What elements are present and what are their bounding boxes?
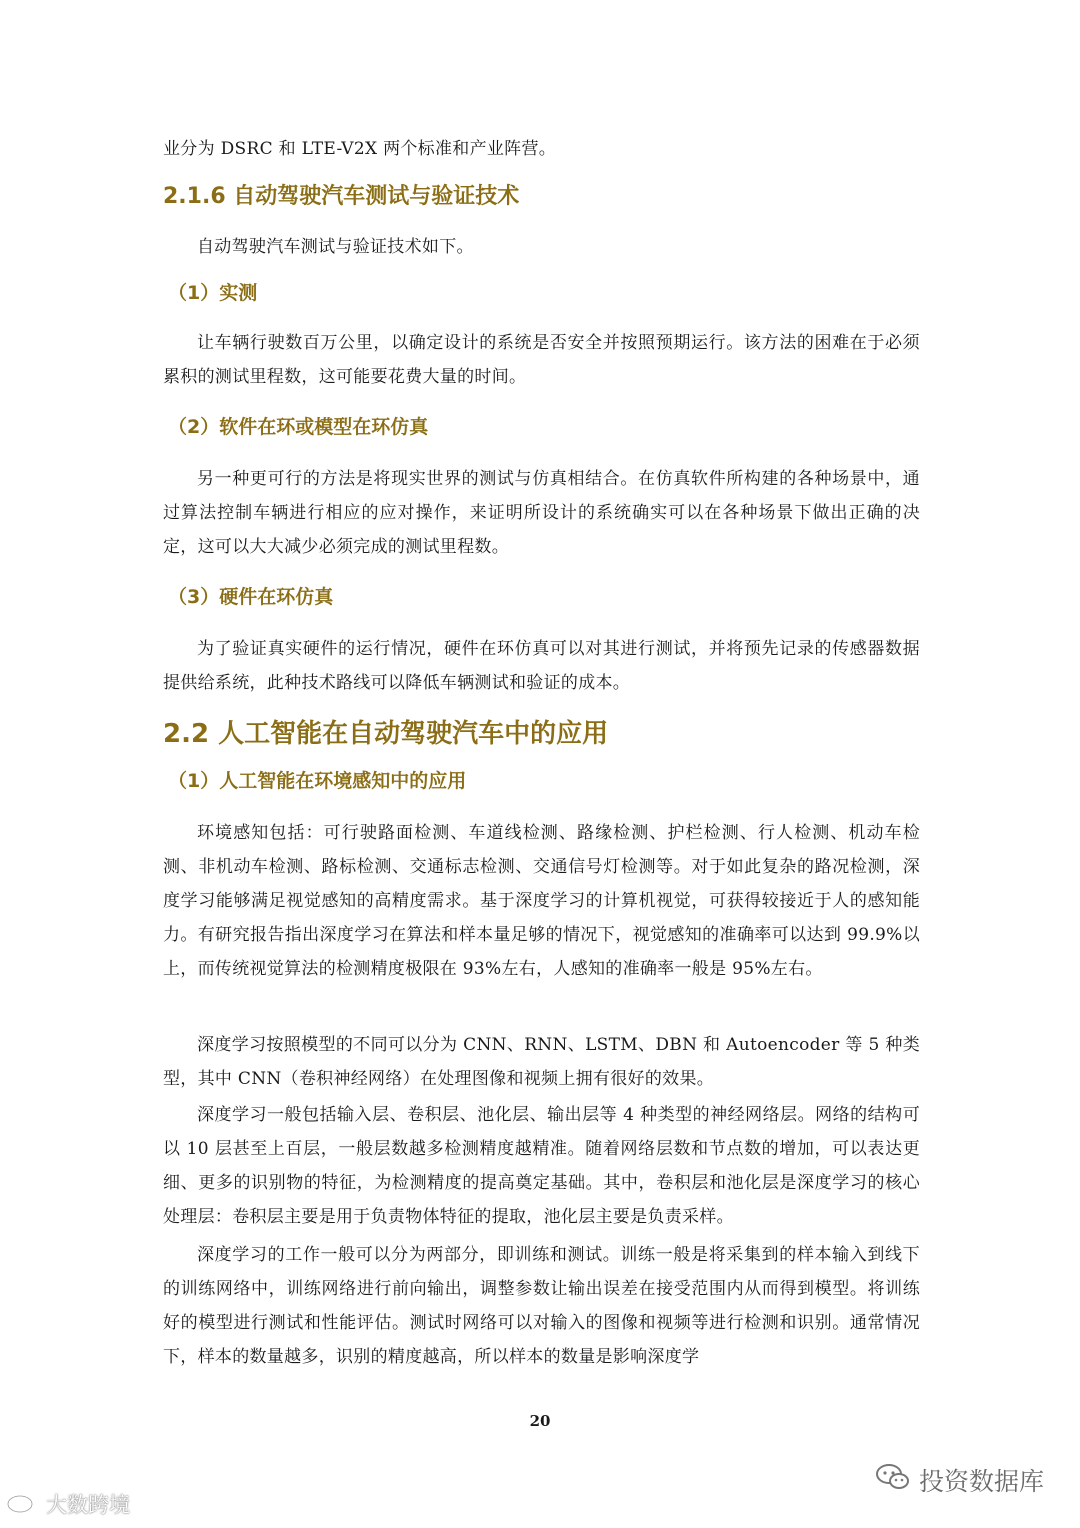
subheading-real-test: （1）实测 bbox=[168, 282, 258, 304]
paragraph-training-testing: 深度学习的工作一般可以分为两部分，即训练和测试。训练一般是将采集到的样本输入到线下的训练网络中，训练网络进行前向输出，调整参数让输出误差在接受范围内从而得到模型。将训练好的模型进行测试和性能评估。测试时网络可以对输入的图像和视频等进行检测和识别。通常情况下，样本的数量越多，识别的精度越高，所以样本的数量是影响深度学 bbox=[163, 1245, 920, 1367]
paragraph-sil-mil: 另一种更可行的方法是将现实世界的测试与仿真相结合。在仿真软件所构建的各种场景中，通过算法控制车辆进行相应的应对操作，来证明所设计的系统确实可以在各种场景下做出正确的决定，这可以大大减少必须完成的测试里程数。 bbox=[163, 469, 920, 557]
paragraph-network-layers: 深度学习一般包括输入层、卷积层、池化层、输出层等 4 种类型的神经网络层。网络的结构可以 10 层甚至上百层，一般层数越多检测精度越精准。随着网络层数和节点数的增加，可以表达更细、更多的识别物的特征，为检测精度的提高奠定基础。其中，卷积层和池化层是深度学习的核心处理层：卷积层主要是用于负责物体特征的提取，池化层主要是负责采样。 bbox=[163, 1105, 920, 1227]
section-heading-2-2: 2.2 人工智能在自动驾驶汽车中的应用 bbox=[163, 719, 609, 749]
paragraph-continued: 业分为 DSRC 和 LTE-V2X 两个标准和产业阵营。 bbox=[163, 139, 557, 159]
subheading-perception: （1）人工智能在环境感知中的应用 bbox=[168, 770, 467, 792]
watermark-right bbox=[875, 1462, 1044, 1498]
watermark-left bbox=[6, 1488, 130, 1519]
watermark-right-text: 投资数据库 bbox=[918, 1467, 1044, 1496]
paragraph-intro: 自动驾驶汽车测试与验证技术如下。 bbox=[197, 237, 474, 257]
paragraph-real-test: 让车辆行驶数百万公里，以确定设计的系统是否安全并按照预期运行。该方法的困难在于必须累积的测试里程数，这可能要花费大量的时间。 bbox=[163, 333, 920, 387]
paragraph-model-types: 深度学习按照模型的不同可以分为 CNN、RNN、LSTM、DBN 和 Autoencoder 等 5 种类型，其中 CNN（卷积神经网络）在处理图像和视频上拥有很好的效果。 bbox=[163, 1035, 920, 1089]
subheading-hil: （3）硬件在环仿真 bbox=[168, 586, 334, 608]
page-number: 20 bbox=[529, 1412, 551, 1430]
paragraph-perception: 环境感知包括：可行驶路面检测、车道线检测、路缘检测、护栏检测、行人检测、机动车检测、非机动车检测、路标检测、交通标志检测、交通信号灯检测等。对于如此复杂的路况检测，深度学习能够满足视觉感知的高精度需求。基于深度学习的计算机视觉，可获得较接近于人的感知能力。有研究报告指出深度学习在算法和样本量足够的情况下，视觉感知的准确率可以达到 99.9%以上，而传统视觉算法的检测精度极限在 93%左右，人感知的准确率一般是 95%左右。 bbox=[163, 823, 920, 979]
subheading-sil-mil: （2）软件在环或模型在环仿真 bbox=[168, 416, 429, 438]
paragraph-hil: 为了验证真实硬件的运行情况，硬件在环仿真可以对其进行测试，并将预先记录的传感器数据提供给系统，此种技术路线可以降低车辆测试和验证的成本。 bbox=[163, 639, 920, 693]
section-heading-2-1-6: 2.1.6 自动驾驶汽车测试与验证技术 bbox=[163, 184, 520, 209]
weibo-icon bbox=[6, 1488, 40, 1519]
watermark-left-text: 大数跨境 bbox=[46, 1492, 130, 1517]
wechat-icon bbox=[875, 1462, 911, 1498]
